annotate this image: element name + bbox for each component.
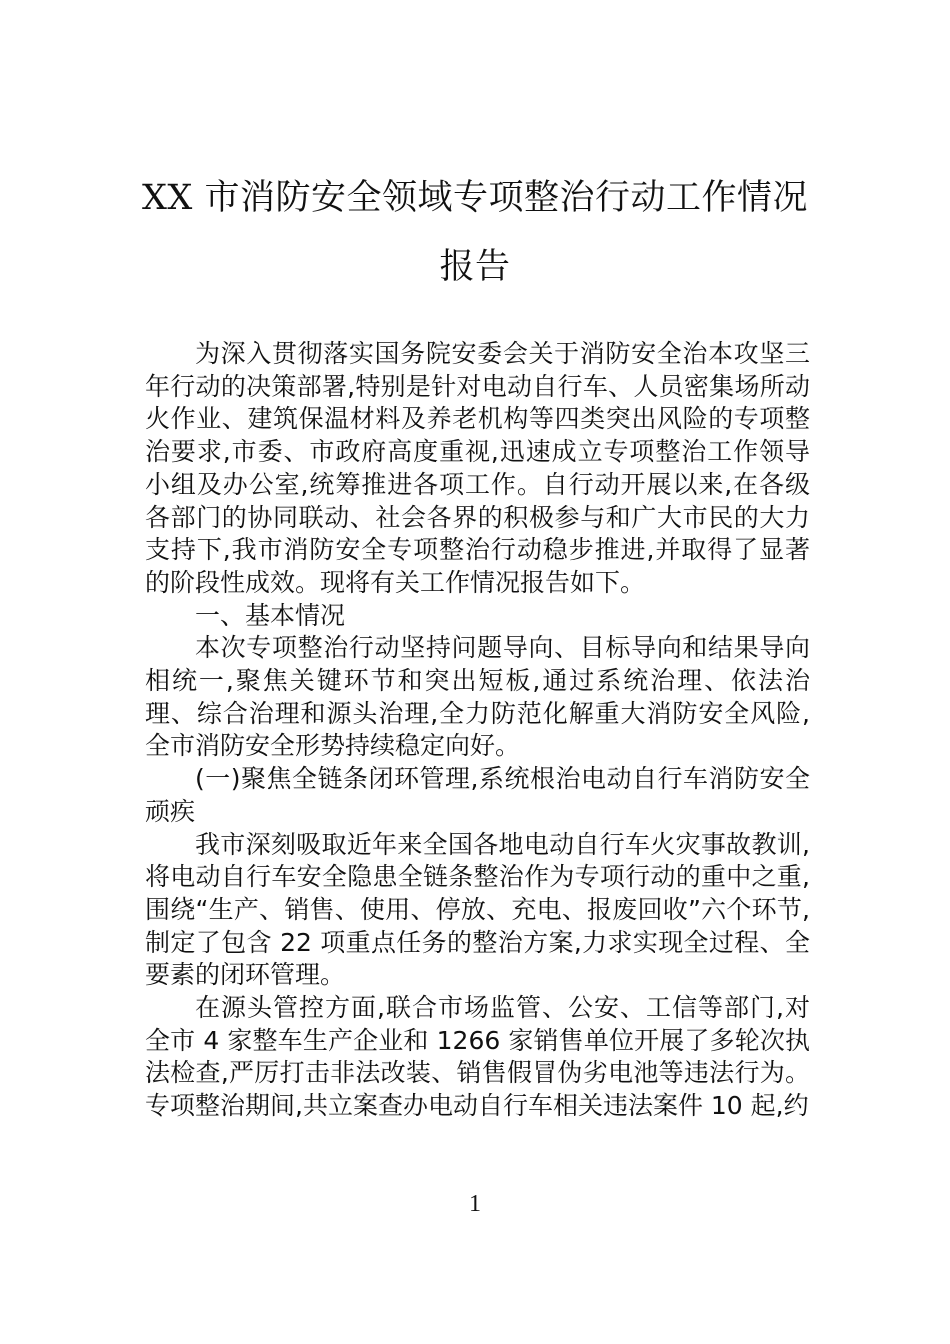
paragraph-e-bike-lessons: 我市深刻吸取近年来全国各地电动自行车火灾事故教训,将电动自行车安全隐患全链条整治作为专项行动的重中之重,围绕“生产、销售、使用、停放、充电、报废回收”六个环节,制定了包含 22 项重点任务的整治方案,力求实现全过程、全要素的闭环管理。 (145, 829, 810, 990)
paragraph-source-control: 在源头管控方面,联合市场监管、公安、工信等部门,对全市 4 家整车生产企业和 1266 家销售单位开展了多轮次执法检查,严厉打击非法改装、销售假冒伪劣电池等违法行为。专项整治期间,共立案查办电动自行车相关违法案件 10 起,约 (145, 993, 810, 1121)
subsection-heading-e-bike: (一)聚焦全链条闭环管理,系统根治电动自行车消防安全顽疾 (145, 764, 810, 826)
document-title-line-2: 报告 (439, 247, 511, 287)
document-title-line-1: XX 市消防安全领域专项整治行动工作情况 (142, 178, 808, 218)
section-heading-basic-situation: 一、基本情况 (195, 600, 346, 630)
document-body (145, 338, 810, 1123)
paragraph-overview: 本次专项整治行动坚持问题导向、目标导向和结果导向相统一,聚焦关键环节和突出短板,通过系统治理、依法治理、综合治理和源头治理,全力防范化解重大消防安全风险,全市消防安全形势持续稳定向好。 (145, 633, 810, 761)
page-number: 1 (469, 1191, 481, 1217)
paragraph-intro: 为深入贯彻落实国务院安委会关于消防安全治本攻坚三年行动的决策部署,特别是针对电动自行车、人员密集场所动火作业、建筑保温材料及养老机构等四类突出风险的专项整治要求,市委、市政府高度重视,迅速成立专项整治工作领导小组及办公室,统筹推进各项工作。自行动开展以来,在各级各部门的协同联动、社会各界的积极参与和广大市民的大力支持下,我市消防安全专项整治行动稳步推进,并取得了显著的阶段性成效。现将有关工作情况报告如下。 (145, 339, 810, 597)
